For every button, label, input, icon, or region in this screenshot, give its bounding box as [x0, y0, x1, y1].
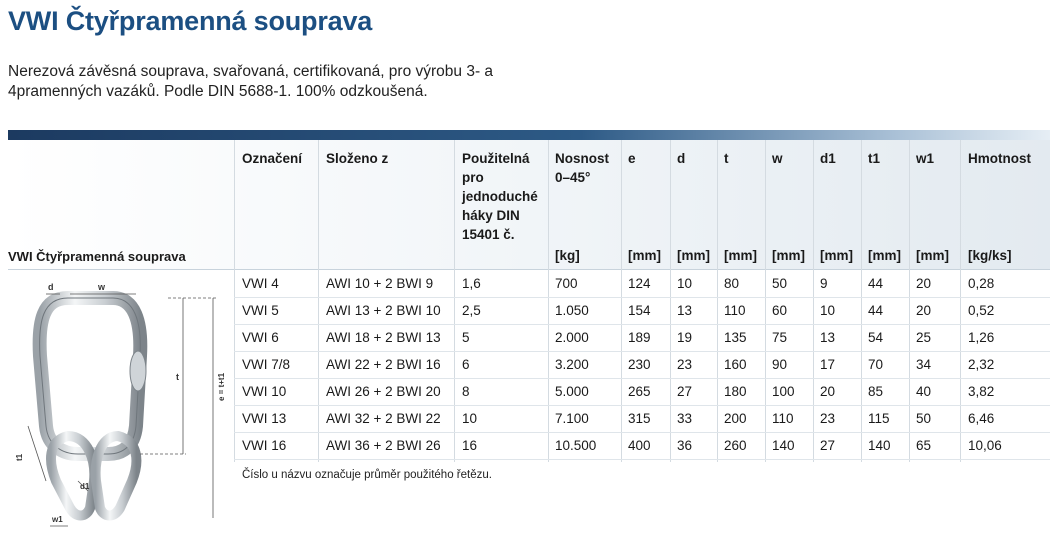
unit-d1: [mm]	[820, 248, 853, 263]
cell-oznaceni: VWI 13	[242, 411, 287, 426]
cell-hmotnost: 1,26	[968, 330, 995, 345]
col-header-w: w	[772, 151, 783, 166]
cell-pouzitelna: 6	[462, 357, 470, 372]
page-title: VWI Čtyřpramenná souprava	[8, 6, 373, 36]
col-header-e: e	[628, 151, 636, 166]
dim-label-d: d	[48, 282, 54, 292]
cell-t: 160	[724, 357, 747, 372]
table-row	[234, 297, 1050, 324]
cell-t: 180	[724, 384, 747, 399]
cell-d: 19	[677, 330, 693, 345]
cell-d: 36	[677, 438, 693, 453]
cell-pouzitelna: 5	[462, 330, 470, 345]
table-footnote: Číslo u názvu označuje průměr použitého řetězu.	[242, 469, 492, 481]
cell-slozeno: AWI 32 + 2 BWI 22	[326, 411, 441, 426]
cell-slozeno: AWI 18 + 2 BWI 13	[326, 330, 441, 345]
cell-d1: 27	[820, 438, 836, 453]
cell-pouzitelna: 2,5	[462, 303, 481, 318]
cell-w: 50	[772, 276, 788, 291]
cell-pouzitelna: 8	[462, 384, 470, 399]
table-top-bar	[8, 130, 1050, 140]
cell-oznaceni: VWI 7/8	[242, 357, 291, 372]
cell-w: 90	[772, 357, 788, 372]
cell-nosnost: 10.500	[555, 438, 597, 453]
cell-d: 33	[677, 411, 693, 426]
cell-w1: 20	[916, 303, 932, 318]
cell-pouzitelna: 10	[462, 411, 478, 426]
unit-w1: [mm]	[916, 248, 949, 263]
cell-t1: 140	[868, 438, 891, 453]
cell-hmotnost: 0,28	[968, 276, 995, 291]
cell-oznaceni: VWI 10	[242, 384, 287, 399]
cell-t: 260	[724, 438, 747, 453]
cell-t: 135	[724, 330, 747, 345]
col-header-slozeno: Složeno z	[326, 151, 389, 166]
cell-w1: 65	[916, 438, 932, 453]
cell-d: 27	[677, 384, 693, 399]
cell-d1: 10	[820, 303, 836, 318]
dim-label-w1: w1	[52, 515, 63, 524]
cell-nosnost: 5.000	[555, 384, 589, 399]
cell-nosnost: 700	[555, 276, 578, 291]
master-link-shape	[40, 298, 141, 454]
cell-hmotnost: 0,52	[968, 303, 995, 318]
cell-oznaceni: VWI 6	[242, 330, 279, 345]
dim-label-w: w	[98, 282, 106, 292]
cell-t1: 70	[868, 357, 884, 372]
cell-w: 110	[772, 411, 794, 426]
row-divider	[234, 459, 1050, 460]
col-header-d: d	[677, 151, 686, 166]
cell-d: 23	[677, 357, 693, 372]
dim-label-t: t	[176, 372, 179, 382]
unit-d: [mm]	[677, 248, 710, 263]
cell-t1: 115	[868, 411, 890, 426]
cell-d1: 23	[820, 411, 836, 426]
cell-slozeno: AWI 26 + 2 BWI 20	[326, 384, 441, 399]
cell-w: 140	[772, 438, 795, 453]
cell-hmotnost: 10,06	[968, 438, 1002, 453]
col-header-t: t	[724, 151, 729, 166]
col-header-pouzitelna: Použitelná pro jednoduché háky DIN 15401 č.	[462, 151, 538, 242]
cell-d1: 9	[820, 276, 828, 291]
dim-label-t1: t1	[15, 453, 24, 461]
cell-e: 265	[628, 384, 651, 399]
cell-t: 200	[724, 411, 747, 426]
col-header-d1: d1	[820, 151, 836, 166]
table-row	[234, 270, 1050, 297]
unit-t: [mm]	[724, 248, 757, 263]
cell-w1: 20	[916, 276, 932, 291]
dim-label-e: e = t+t1	[217, 372, 226, 401]
cell-w1: 40	[916, 384, 932, 399]
master-link-outline	[40, 298, 141, 454]
cell-nosnost: 1.050	[555, 303, 589, 318]
table-row	[234, 432, 1050, 459]
cell-hmotnost: 3,82	[968, 384, 995, 399]
cell-oznaceni: VWI 16	[242, 438, 287, 453]
cell-hmotnost: 6,46	[968, 411, 995, 426]
cell-t1: 85	[868, 384, 884, 399]
cell-oznaceni: VWI 5	[242, 303, 279, 318]
product-description: Nerezová závěsná souprava, svařovaná, certifikovaná, pro výrobu 3- a 4pramenných vazáků. Podle DIN 5688-1. 100% odzkoušená.	[8, 63, 494, 100]
cell-e: 230	[628, 357, 651, 372]
cell-w: 75	[772, 330, 788, 345]
cell-oznaceni: VWI 4	[242, 276, 279, 291]
product-image-label: VWI Čtyřpramenná souprava	[8, 249, 186, 264]
cell-t1: 44	[868, 276, 884, 291]
master-link-drawing	[8, 276, 230, 534]
cell-slozeno: AWI 36 + 2 BWI 26	[326, 438, 441, 453]
cell-nosnost: 2.000	[555, 330, 589, 345]
cell-t: 80	[724, 276, 740, 291]
cell-w1: 50	[916, 411, 932, 426]
cell-w1: 34	[916, 357, 932, 372]
cell-d1: 17	[820, 357, 836, 372]
unit-e: [mm]	[628, 248, 661, 263]
cell-w1: 25	[916, 330, 932, 345]
cell-t1: 54	[868, 330, 884, 345]
cell-w: 100	[772, 384, 795, 399]
cell-t1: 44	[868, 303, 884, 318]
cell-t: 110	[724, 303, 746, 318]
cell-e: 154	[628, 303, 651, 318]
cell-nosnost: 7.100	[555, 411, 589, 426]
table-row	[234, 324, 1050, 351]
col-header-w1: w1	[916, 151, 935, 166]
cell-pouzitelna: 1,6	[462, 276, 481, 291]
weld-mark	[130, 351, 146, 391]
col-header-oznaceni: Označení	[242, 151, 303, 166]
cell-e: 400	[628, 438, 651, 453]
col-header-t1: t1	[868, 151, 881, 166]
cell-slozeno: AWI 13 + 2 BWI 10	[326, 303, 441, 318]
unit-t1: [mm]	[868, 248, 901, 263]
cell-slozeno: AWI 10 + 2 BWI 9	[326, 276, 434, 291]
col-header-hmotnost: Hmotnost	[968, 151, 1031, 166]
cell-d: 10	[677, 276, 693, 291]
unit-w: [mm]	[772, 248, 805, 263]
cell-d: 13	[677, 303, 693, 318]
dim-label-d1: d1	[80, 482, 90, 491]
table-row	[234, 405, 1050, 432]
cell-e: 124	[628, 276, 651, 291]
table-row	[234, 351, 1050, 378]
cell-pouzitelna: 16	[462, 438, 478, 453]
cell-d1: 13	[820, 330, 836, 345]
cell-nosnost: 3.200	[555, 357, 589, 372]
cell-w: 60	[772, 303, 788, 318]
cell-e: 315	[628, 411, 651, 426]
unit-hmotnost: [kg/ks]	[968, 248, 1012, 263]
unit-nosnost: [kg]	[555, 248, 580, 263]
cell-d1: 20	[820, 384, 836, 399]
col-header-nosnost: Nosnost 0–45°	[555, 151, 609, 185]
cell-hmotnost: 2,32	[968, 357, 995, 372]
cell-e: 189	[628, 330, 651, 345]
table-row	[234, 378, 1050, 405]
cell-slozeno: AWI 22 + 2 BWI 16	[326, 357, 441, 372]
